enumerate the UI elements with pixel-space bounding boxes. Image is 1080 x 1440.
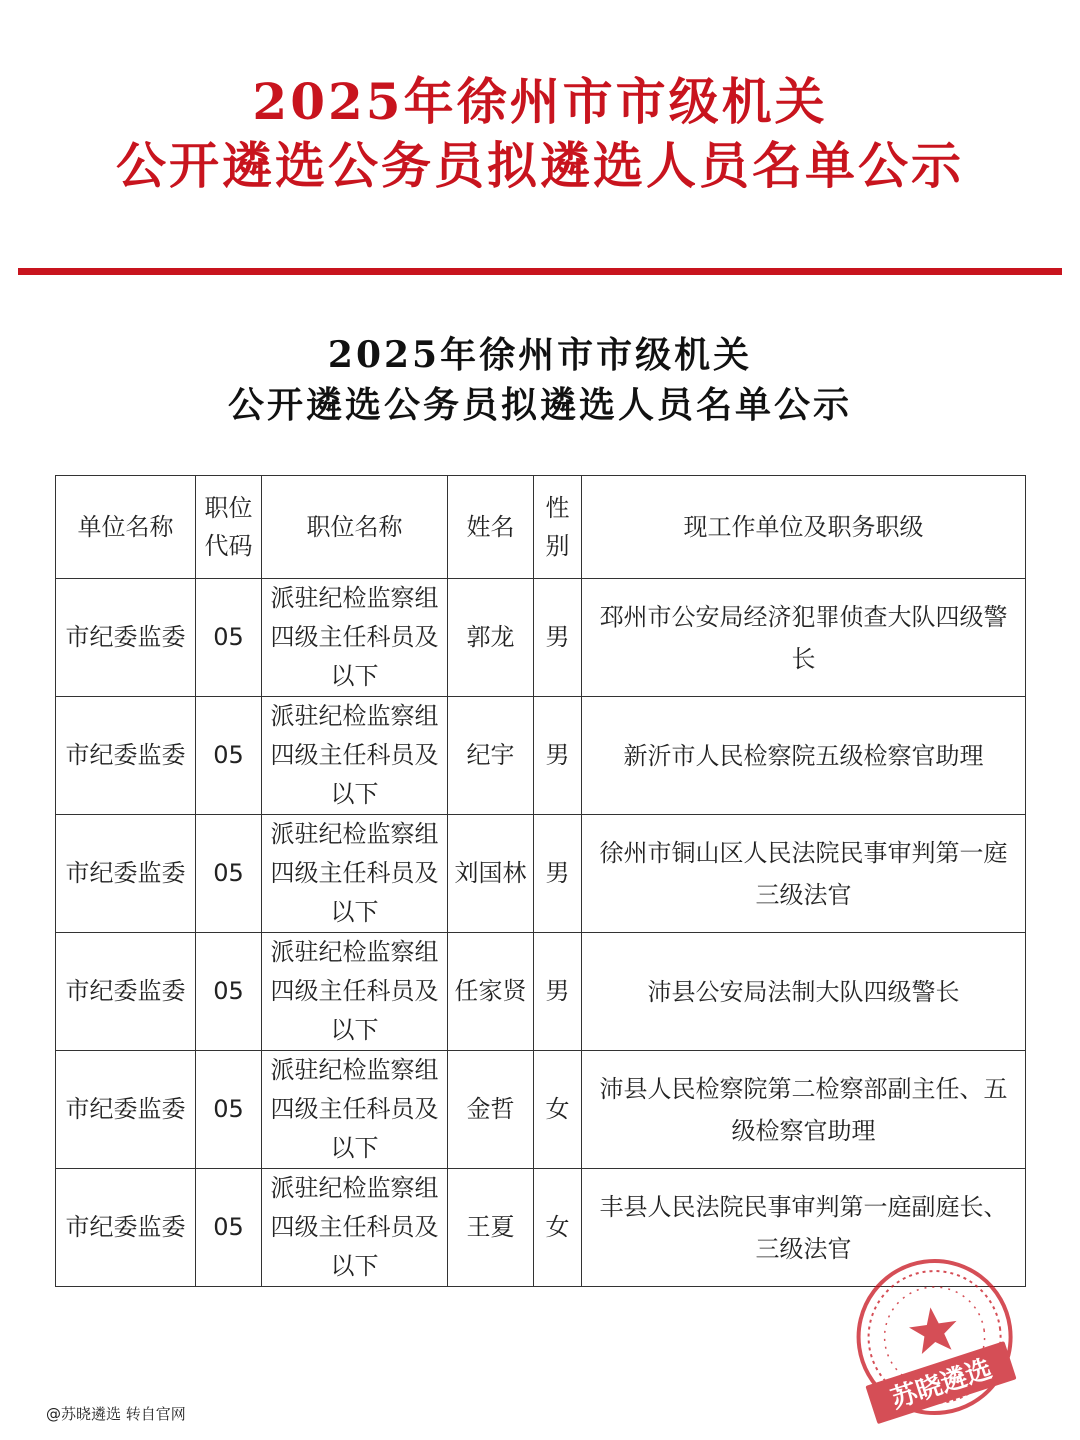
cell-name: 纪宇: [448, 697, 534, 815]
cell-unit: 市纪委监委: [56, 1051, 196, 1169]
document-title: [0, 330, 1080, 430]
header-code: 职位代码: [196, 476, 262, 579]
document-title-line1: 2025年徐州市市级机关: [327, 334, 753, 376]
cell-unit: 市纪委监委: [56, 933, 196, 1051]
cell-position: 派驻纪检监察组四级主任科员及以下: [262, 697, 448, 815]
cell-name: 郭龙: [448, 579, 534, 697]
cell-current: 新沂市人民检察院五级检察官助理: [582, 697, 1026, 815]
banner-title-line2: 公开遴选公务员拟遴选人员名单公示: [116, 136, 964, 195]
cell-code: 05: [196, 697, 262, 815]
cell-code: 05: [196, 1169, 262, 1287]
cell-position: 派驻纪检监察组四级主任科员及以下: [262, 579, 448, 697]
cell-unit: 市纪委监委: [56, 697, 196, 815]
cell-position: 派驻纪检监察组四级主任科员及以下: [262, 815, 448, 933]
table-row: [56, 815, 1026, 933]
seal-text: 苏晓遴选: [887, 1354, 996, 1415]
header-name: 姓名: [448, 476, 534, 579]
table-row: [56, 1051, 1026, 1169]
cell-unit: 市纪委监委: [56, 815, 196, 933]
cell-code: 05: [196, 815, 262, 933]
seal-star-icon: [907, 1304, 961, 1355]
cell-position: 派驻纪检监察组四级主任科员及以下: [262, 1051, 448, 1169]
cell-name: 刘国林: [448, 815, 534, 933]
cell-gender: 男: [534, 815, 582, 933]
table-row: [56, 579, 1026, 697]
cell-unit: 市纪委监委: [56, 579, 196, 697]
cell-gender: 女: [534, 1169, 582, 1287]
cell-current: 沛县公安局法制大队四级警长: [582, 933, 1026, 1051]
banner-title-line1: 2025年徐州市市级机关: [252, 72, 828, 131]
cell-current: 沛县人民检察院第二检察部副主任、五级检察官助理: [582, 1051, 1026, 1169]
cell-position: 派驻纪检监察组四级主任科员及以下: [262, 933, 448, 1051]
table-row: [56, 697, 1026, 815]
cell-unit: 市纪委监委: [56, 1169, 196, 1287]
cell-name: 金哲: [448, 1051, 534, 1169]
source-credit: @苏晓遴选 转自官网: [46, 1405, 186, 1423]
cell-current: 丰县人民法院民事审判第一庭副庭长、三级法官: [582, 1169, 1026, 1287]
cell-position: 派驻纪检监察组四级主任科员及以下: [262, 1169, 448, 1287]
red-divider: [18, 268, 1062, 275]
cell-gender: 男: [534, 579, 582, 697]
candidate-table: [55, 475, 1026, 1287]
cell-code: 05: [196, 933, 262, 1051]
cell-gender: 男: [534, 697, 582, 815]
cell-gender: 男: [534, 933, 582, 1051]
document-title-line2: 公开遴选公务员拟遴选人员名单公示: [227, 384, 852, 426]
cell-current: 徐州市铜山区人民法院民事审判第一庭三级法官: [582, 815, 1026, 933]
cell-name: 任家贤: [448, 933, 534, 1051]
header-gender: 性别: [534, 476, 582, 579]
table-row: [56, 933, 1026, 1051]
cell-code: 05: [196, 579, 262, 697]
table-header-row: [56, 476, 1026, 579]
seal-stamp: [829, 1243, 1041, 1438]
cell-name: 王夏: [448, 1169, 534, 1287]
header-position: 职位名称: [262, 476, 448, 579]
banner-title: [0, 70, 1080, 198]
header-current: 现工作单位及职务职级: [582, 476, 1026, 579]
cell-code: 05: [196, 1051, 262, 1169]
cell-current: 邳州市公安局经济犯罪侦查大队四级警长: [582, 579, 1026, 697]
cell-gender: 女: [534, 1051, 582, 1169]
header-unit: 单位名称: [56, 476, 196, 579]
